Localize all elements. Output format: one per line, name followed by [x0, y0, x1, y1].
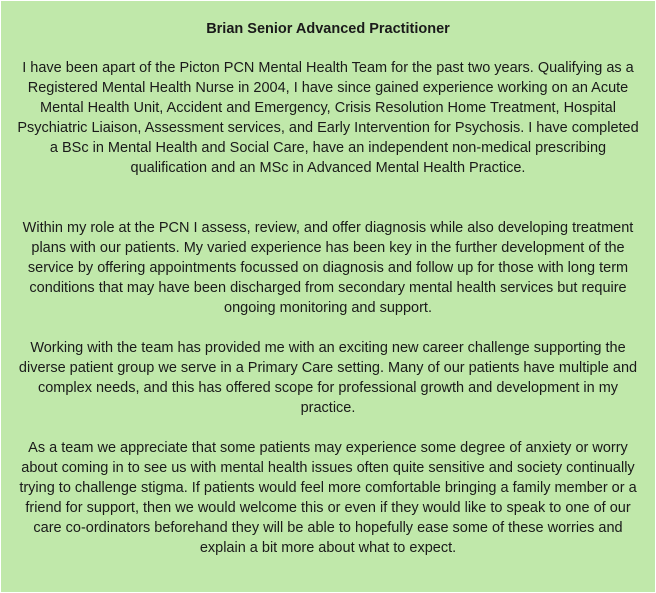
- bio-paragraph-qualifications: I have been apart of the Picton PCN Mental Health Team for the past two years. Qualifying as a Registered Mental Health Nurse in 2004, I have since gained experience working on an Acute Mental Health Unit, Accident and Emergency, Crisis Resolution Home Treatment, Hospital Psychiatric Liaison, Assessment services, and Early Intervention for Psychosis. I have completed a BSc in Mental Health and Social Care, have an independent non-medical prescribing qualification and an MSc in Advanced Mental Health Practice.: [17, 60, 639, 176]
- bio-paragraph-role: Within my role at the PCN I assess, review, and offer diagnosis while also developing treatment plans with our patients. My varied experience has been key in the further development of the service by offering appointments focussed on diagnosis and follow up for those with long term conditions that may have been discharged from secondary mental health services but require ongoing monitoring and support.: [22, 220, 634, 316]
- bio-paragraph-patient-support: As a team we appreciate that some patients may experience some degree of anxiety or worry about coming in to see us with mental health issues often quite sensitive and society continually trying to challenge stigma. If patients would feel more comfortable bringing a family member or a friend for support, then we would welcome this or even if they would like to speak to one of our care co-ordinators beforehand they will be able to hopefully ease some of these worries and explain a bit more about what to expect.: [19, 440, 637, 556]
- profile-title: Brian Senior Advanced Practitioner: [206, 21, 450, 37]
- profile-card: [1, 1, 655, 592]
- bio-paragraph-team: Working with the team has provided me with an exciting new career challenge supporting the diverse patient group we serve in a Primary Care setting. Many of our patients have multiple and complex needs, and this has offered scope for professional growth and development in my practice.: [18, 340, 638, 416]
